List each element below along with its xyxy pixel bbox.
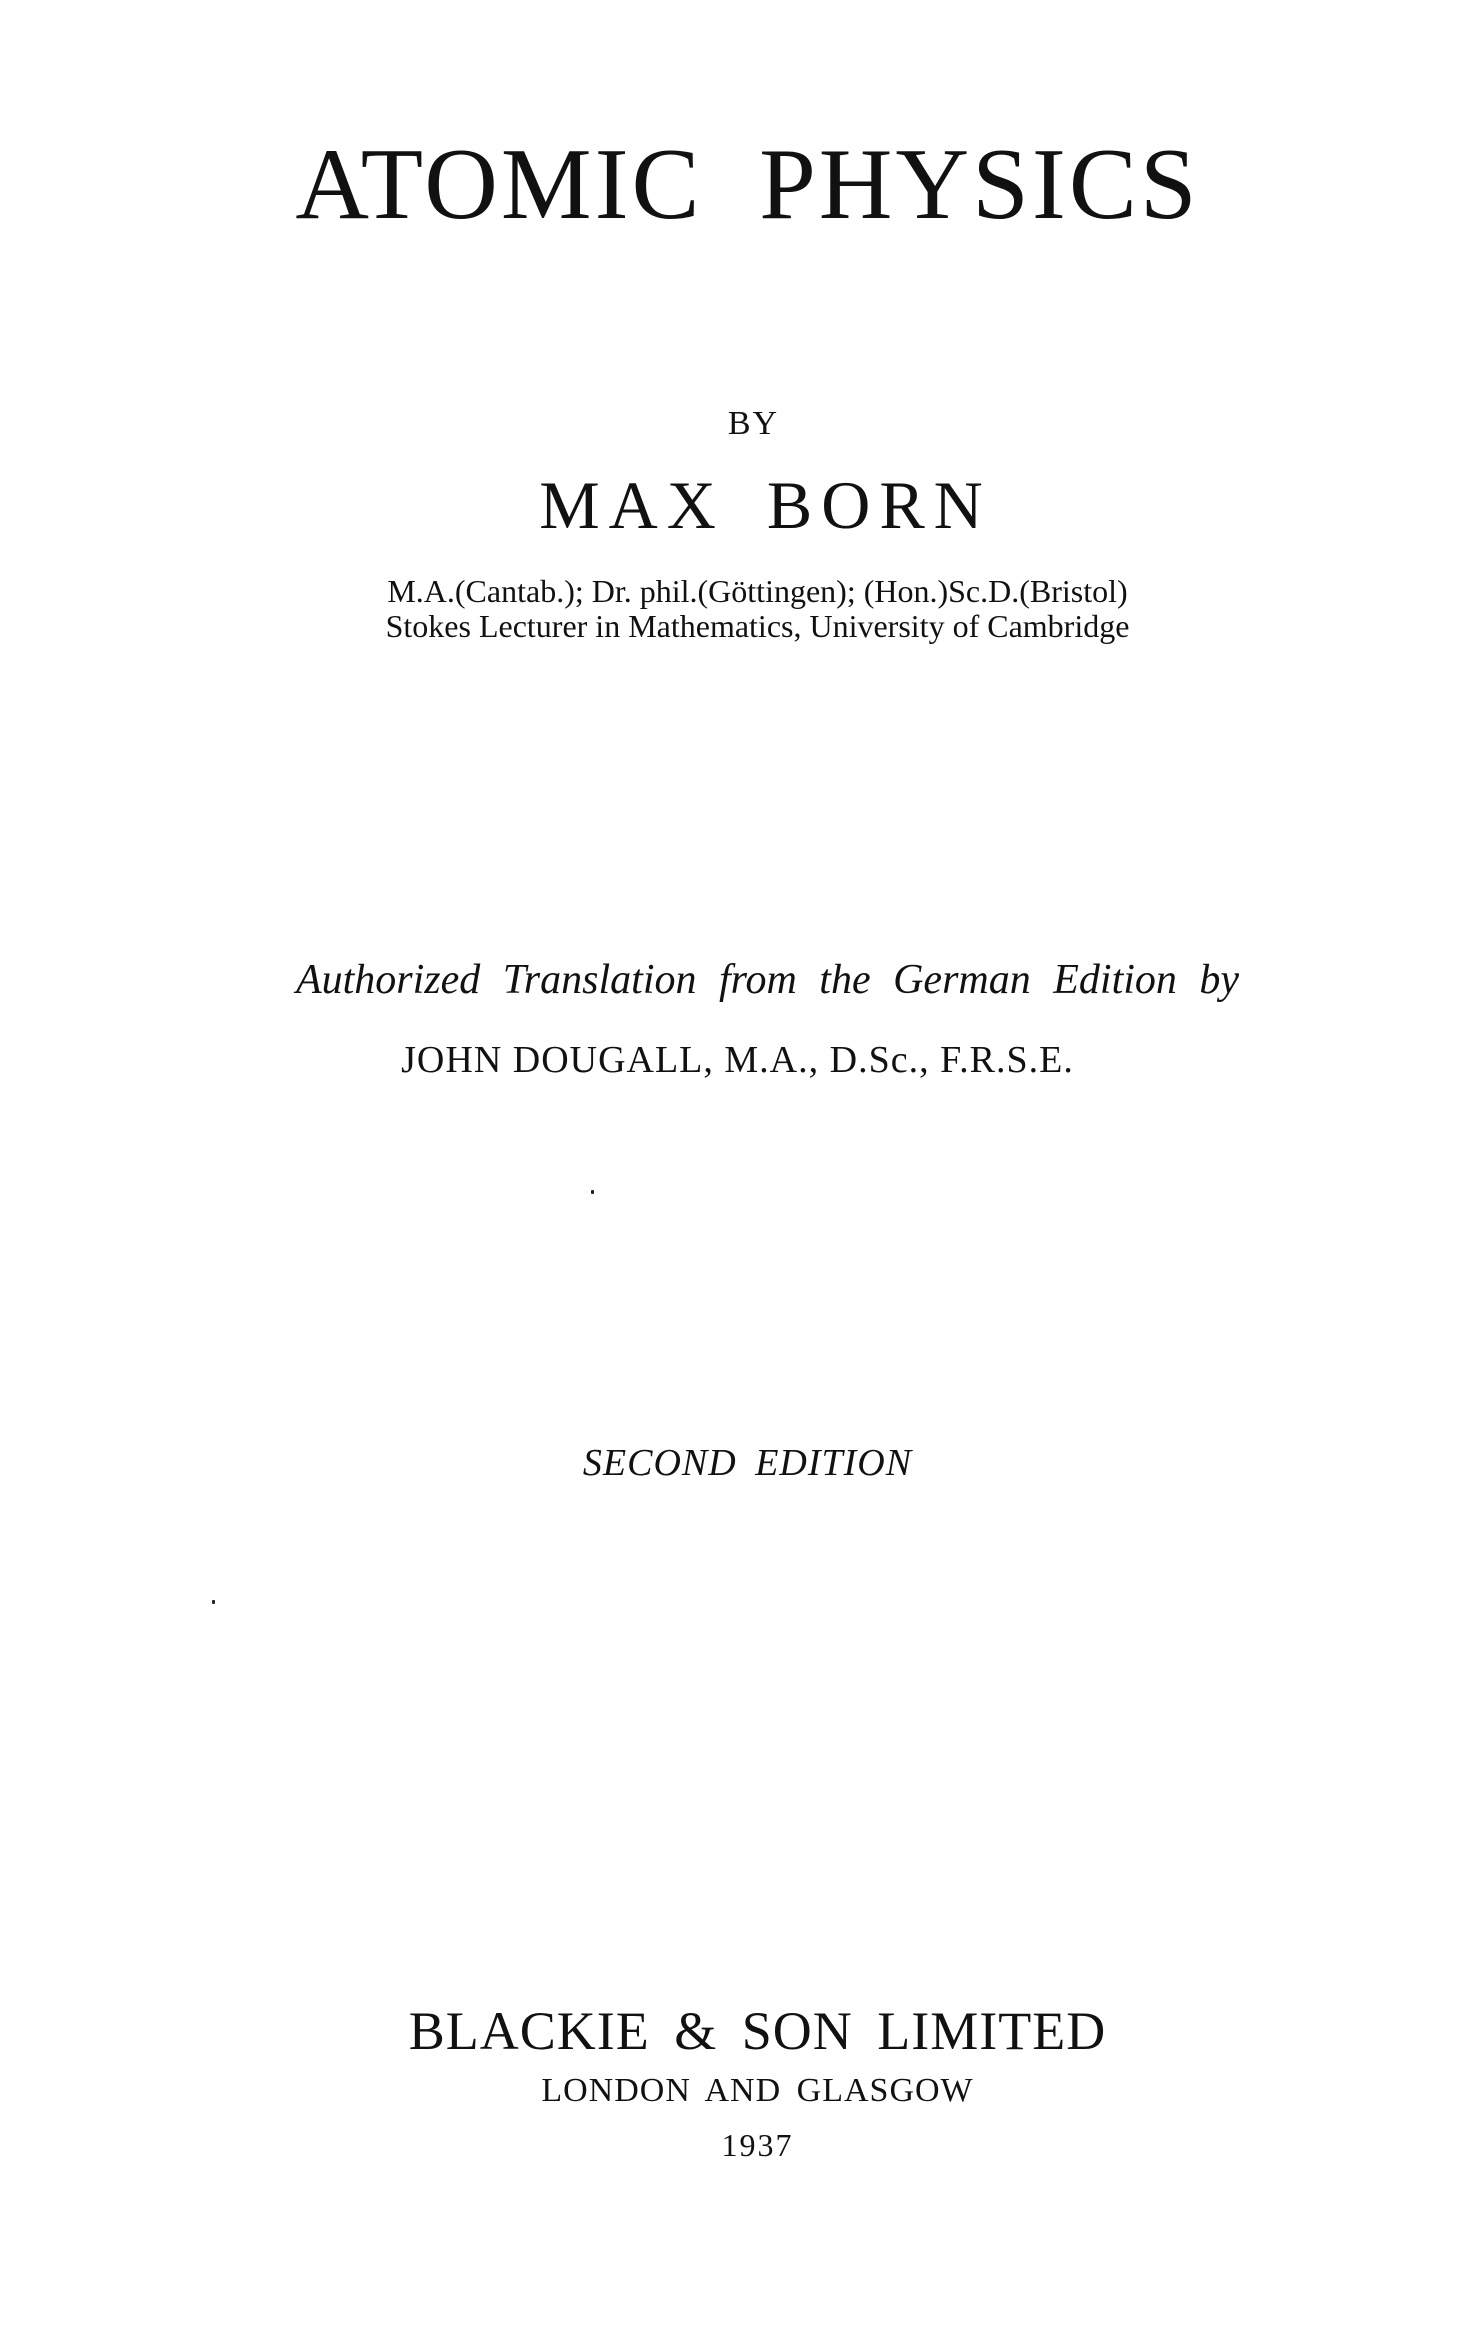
publisher-place: LONDON AND GLASGOW [541, 2072, 974, 2109]
translation-note: Authorized Translation from the German Edition by [295, 957, 1240, 1003]
book-title: ATOMIC PHYSICS [295, 128, 1200, 241]
edition-label: SECOND EDITION [582, 1442, 913, 1484]
translator-name: JOHN DOUGALL, M.A., D.Sc., F.R.S.E. [401, 1039, 1074, 1081]
author-position: Stokes Lecturer in Mathematics, University of Cambridge [385, 608, 1130, 644]
author-degrees: M.A.(Cantab.); Dr. phil.(Göttingen); (Hon.)Sc.D.(Bristol) [387, 573, 1128, 609]
author-name: MAX BORN [539, 467, 992, 543]
publication-year: 1937 [721, 2127, 794, 2163]
by-line: BY [727, 405, 780, 442]
publisher-name: BLACKIE & SON LIMITED [408, 2001, 1107, 2061]
scan-speck [591, 1190, 594, 1194]
scan-speck [212, 1600, 215, 1604]
